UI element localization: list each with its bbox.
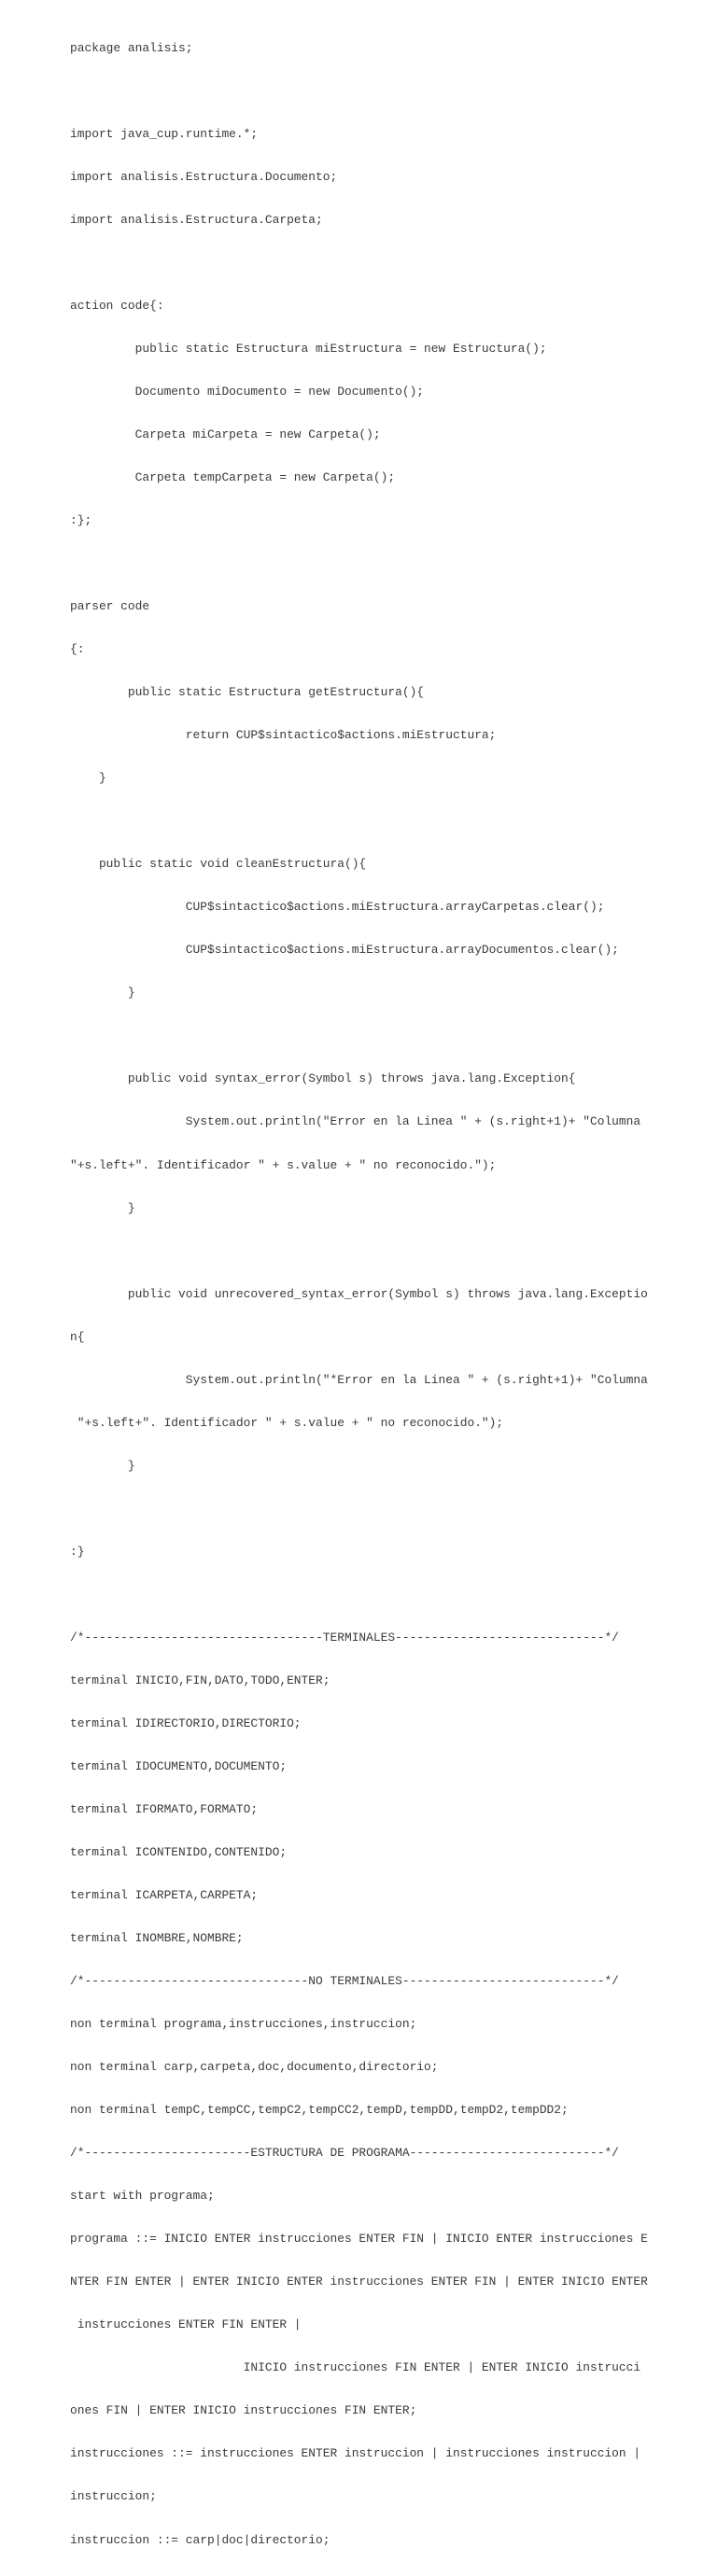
code-line: import analisis.Estructura.Documento; [70,169,338,184]
code-line: "+s.left+". Identificador " + s.value + " no reconocido."); [70,1157,497,1172]
code-line: terminal IDIRECTORIO,DIRECTORIO; [70,1715,302,1730]
code-line: "+s.left+". Identificador " + s.value + " no reconocido."); [70,1415,504,1430]
code-line: INICIO instrucciones FIN ENTER | ENTER INICIO instrucci [70,2360,641,2375]
code-line: package analisis; [70,40,193,55]
code-line: /*---------------------------------TERMINALES-----------------------------*/ [70,1630,619,1645]
code-line: ones FIN | ENTER INICIO instrucciones FIN ENTER; [70,2403,417,2418]
code-listing [70,12,705,2576]
code-line: public static Estructura getEstructura(){ [70,685,425,700]
code-line: System.out.println("*Error en la Linea " + (s.right+1)+ "Columna [70,1372,648,1387]
code-line: CUP$sintactico$actions.miEstructura.arrayCarpetas.clear(); [70,900,605,915]
code-line: terminal INOMBRE,NOMBRE; [70,1931,244,1946]
code-line: terminal INICIO,FIN,DATO,TODO,ENTER; [70,1673,330,1687]
code-line: non terminal carp,carpeta,doc,documento,directorio; [70,2060,439,2075]
code-line: return CUP$sintactico$actions.miEstructura; [70,728,497,743]
code-line: terminal ICARPETA,CARPETA; [70,1888,259,1903]
code-line: non terminal tempC,tempCC,tempC2,tempCC2,tempD,tempDD,tempD2,tempDD2; [70,2103,569,2118]
code-line [70,256,705,270]
code-line: non terminal programa,instrucciones,instruccion; [70,2017,417,2032]
code-line: /*-------------------------------NO TERMINALES----------------------------*/ [70,1974,619,1989]
code-line: Documento miDocumento = new Documento(); [70,384,425,399]
code-line: n{ [70,1329,85,1344]
code-line: :}; [70,513,92,528]
code-line: instruccion ::= carp|doc|directorio; [70,2532,330,2547]
code-line: Carpeta tempCarpeta = new Carpeta(); [70,470,396,484]
code-line: public void unrecovered_syntax_error(Symbol s) throws java.lang.Exceptio [70,1286,648,1301]
code-line: } [70,771,106,786]
code-line: import java_cup.runtime.*; [70,126,259,141]
code-line [70,556,705,570]
code-line [70,1502,705,1516]
code-line: instrucciones ENTER FIN ENTER | [70,2317,302,2332]
code-line: Carpeta miCarpeta = new Carpeta(); [70,427,381,441]
code-line: start with programa; [70,2189,215,2204]
code-line: NTER FIN ENTER | ENTER INICIO ENTER instrucciones ENTER FIN | ENTER INICIO ENTER [70,2275,648,2289]
code-line: import analisis.Estructura.Carpeta; [70,212,323,227]
code-line: terminal ICONTENIDO,CONTENIDO; [70,1845,288,1859]
code-line: /*-----------------------ESTRUCTURA DE PROGRAMA---------------------------*/ [70,2146,619,2161]
code-line: instrucciones ::= instrucciones ENTER instruccion | instrucciones instruccion | [70,2446,641,2461]
code-line [70,1029,705,1043]
code-line: {: [70,642,85,657]
code-line: terminal IDOCUMENTO,DOCUMENTO; [70,1758,288,1773]
code-line [70,84,705,98]
code-line: System.out.println("Error en la Linea " + (s.right+1)+ "Columna [70,1114,641,1129]
code-line: CUP$sintactico$actions.miEstructura.arrayDocumentos.clear(); [70,943,619,958]
code-line: parser code [70,599,150,614]
code-line: } [70,1200,135,1215]
code-line: instruccion; [70,2489,157,2504]
code-line: } [70,1458,135,1473]
code-line [70,814,705,828]
code-line [70,1588,705,1602]
code-line: public void syntax_error(Symbol s) throws java.lang.Exception{ [70,1071,576,1086]
code-line: } [70,986,135,1001]
code-line: public static void cleanEstructura(){ [70,857,367,872]
code-line: programa ::= INICIO ENTER instrucciones ENTER FIN | INICIO ENTER instrucciones E [70,2232,648,2247]
code-line: public static Estructura miEstructura = new Estructura(); [70,341,547,356]
code-line: terminal IFORMATO,FORMATO; [70,1801,259,1816]
code-line: action code{: [70,298,164,313]
code-line: :} [70,1544,85,1559]
code-line [70,1244,705,1258]
